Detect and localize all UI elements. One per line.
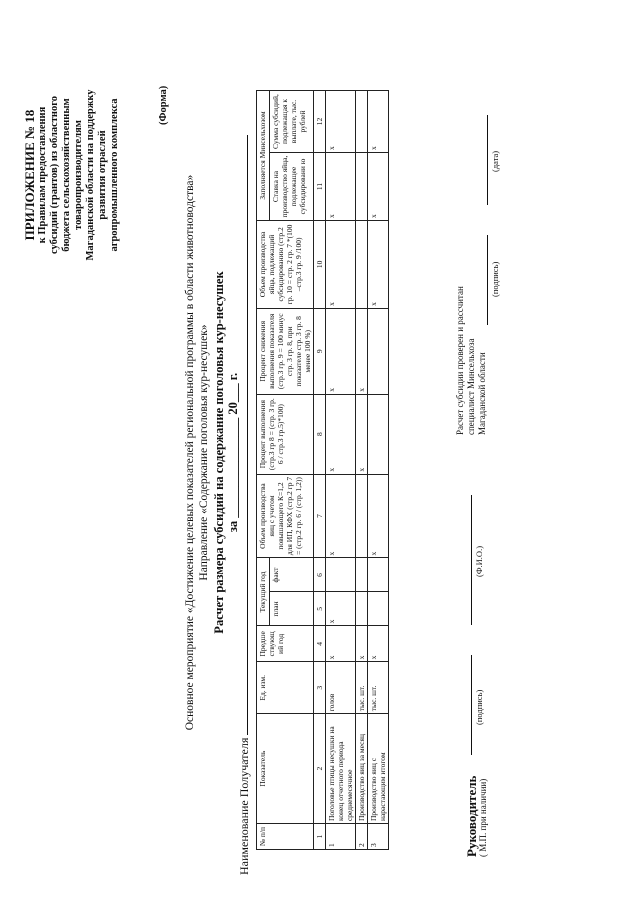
row-cell[interactable]: х — [356, 626, 368, 662]
row-cell[interactable] — [356, 220, 368, 308]
row-cell[interactable] — [368, 394, 389, 474]
col-number: 8 — [314, 394, 326, 474]
column-number-row — [314, 91, 326, 850]
col-number: 7 — [314, 474, 326, 558]
row-cell[interactable]: х — [368, 91, 389, 153]
specialist-signature-line[interactable] — [486, 235, 488, 325]
col-number: 3 — [314, 662, 326, 714]
row-cell[interactable]: х — [326, 626, 356, 662]
checked-by-line: Магаданской области — [477, 352, 487, 435]
col-number: 9 — [314, 308, 326, 394]
checked-by-block — [455, 286, 488, 435]
appendix-line: развития отраслей — [97, 130, 108, 220]
row-cell[interactable] — [368, 592, 389, 626]
header-volume-subsidized: Объем производства яйца, подлежащий субсидированию (стр.2 гр. 10 = стр. 2 гр. 7 *(100 –стр.3 гр. 9 /100) — [257, 220, 314, 308]
row-cell[interactable] — [356, 474, 368, 558]
recipient-label: Наименование Получателя — [237, 737, 251, 875]
header-filled-by-ministry: Заполняется Минсельхозом — [257, 91, 270, 221]
appendix-line: к Правилам предоставления — [37, 106, 48, 244]
head-fio-caption: (Ф.И.О.) — [474, 545, 484, 577]
row-cell[interactable]: х — [326, 91, 356, 153]
row-indicator: Производство яиц с нарастающим итогом — [368, 714, 389, 824]
col-number: 2 — [314, 714, 326, 824]
row-num: 3 — [368, 824, 389, 850]
row-cell[interactable] — [368, 558, 389, 592]
header-indicator: Показатель — [257, 714, 314, 824]
col-number: 12 — [314, 91, 326, 153]
header-volume-eggs: Объем производства яиц с учетом повышающего К=1,2 для ИП, КФХ (стр.2 гр 7 = (стр.2 гр. 6 / (стр. 1,2)) — [257, 474, 314, 558]
header-unit: Ед. изм. — [257, 662, 314, 714]
head-signature-line[interactable] — [470, 655, 472, 755]
recipient-input-line[interactable] — [237, 135, 248, 735]
head-fio-line[interactable] — [470, 495, 472, 625]
row-unit: тыс. шт. — [356, 662, 368, 714]
row-cell[interactable] — [326, 558, 356, 592]
header-rate: Ставка на производство яйца, подлежащее субсидировани ю — [270, 153, 314, 221]
period-title: за ________________ 20___ г. — [226, 372, 240, 533]
header-num: № п/п — [257, 824, 314, 850]
header-fact: факт — [270, 558, 314, 592]
row-cell[interactable]: х — [326, 592, 356, 626]
row-cell[interactable]: х — [326, 394, 356, 474]
row-indicator: Поголовье птицы несушки на конец отчетного периода среднемесячное — [326, 714, 356, 824]
main-event-title: Основное мероприятие «Достижение целевых показателей региональной программы в области животноводства» — [184, 174, 196, 731]
row-cell[interactable]: х — [368, 153, 389, 221]
calculation-table — [256, 90, 389, 850]
form-label: (Форма) — [158, 85, 169, 125]
row-cell[interactable]: х — [368, 220, 389, 308]
appendix-line: товаропроизводителям — [73, 120, 84, 230]
row-cell[interactable]: х — [326, 474, 356, 558]
row-cell[interactable]: х — [368, 474, 389, 558]
date-caption: (дата) — [490, 150, 500, 172]
calculation-title: Расчет размера субсидий на содержание поголовья кур-несушек — [212, 271, 226, 634]
checked-by-line: специалист Минсельхоза — [466, 338, 476, 435]
header-percent-execution: Процент выполнения (стр.3 гр 8 = (стр. 3 гр. 6 / стр.3 гр.5)*100) — [257, 394, 314, 474]
row-indicator: Производство яиц за месяц — [356, 714, 368, 824]
specialist-signature-caption: (подпись) — [490, 261, 500, 297]
appendix-title: ПРИЛОЖЕНИЕ № 18 — [22, 109, 37, 241]
row-unit: голов — [326, 662, 356, 714]
table-row — [326, 91, 356, 850]
row-cell[interactable] — [356, 558, 368, 592]
appendix-line: Магаданской области на поддержку — [85, 89, 96, 261]
header-current-year: Текущий год — [257, 558, 270, 626]
appendix-line: бюджета сельскохозяйственным — [61, 98, 72, 252]
row-num: 1 — [326, 824, 356, 850]
row-cell[interactable] — [356, 91, 368, 153]
row-cell[interactable]: х — [326, 153, 356, 221]
head-signature-caption: (подпись) — [474, 689, 484, 725]
table-header-row — [257, 91, 270, 850]
col-number: 5 — [314, 592, 326, 626]
seal-label: ( М.П. при наличии) — [478, 778, 488, 857]
date-line[interactable] — [486, 115, 488, 205]
col-number: 1 — [314, 824, 326, 850]
row-cell[interactable]: х — [326, 308, 356, 394]
appendix-line: субсидий (грантов) из областного — [49, 96, 60, 254]
row-cell[interactable]: х — [356, 394, 368, 474]
checked-by-line: Расчет субсидии проверен и рассчитан — [455, 286, 465, 435]
row-cell[interactable] — [356, 592, 368, 626]
header-plan: план — [270, 592, 314, 626]
col-number: 11 — [314, 153, 326, 221]
col-number: 4 — [314, 626, 326, 662]
appendix-line: агропромышленного комплекса — [109, 98, 120, 252]
row-cell[interactable]: х — [356, 308, 368, 394]
row-cell[interactable]: х — [326, 220, 356, 308]
header-percent-decrease: Процент снижения выполнения показателя (стр.3 гр. 9 = 100 минус стр. 3 гр. 8, при показателе стр. 3 гр. 8 менее 100 %) — [257, 308, 314, 394]
header-prev-year: Предше ствующ ий год — [257, 626, 314, 662]
head-label: Руководитель — [464, 775, 479, 857]
appendix-header — [22, 25, 121, 325]
col-number: 6 — [314, 558, 326, 592]
row-unit: тыс. шт. — [368, 662, 389, 714]
row-cell[interactable] — [368, 308, 389, 394]
col-number: 10 — [314, 220, 326, 308]
recipient-field — [237, 135, 252, 875]
row-num: 2 — [356, 824, 368, 850]
row-cell[interactable] — [356, 153, 368, 221]
row-cell[interactable]: х — [368, 626, 389, 662]
direction-title: Направление «Содержание поголовья кур-несушек» — [198, 324, 210, 581]
table-row — [368, 91, 389, 850]
table-row — [356, 91, 368, 850]
header-sum: Сумма субсидий, подлежащая к выплате, тыс. рублей — [270, 91, 314, 153]
